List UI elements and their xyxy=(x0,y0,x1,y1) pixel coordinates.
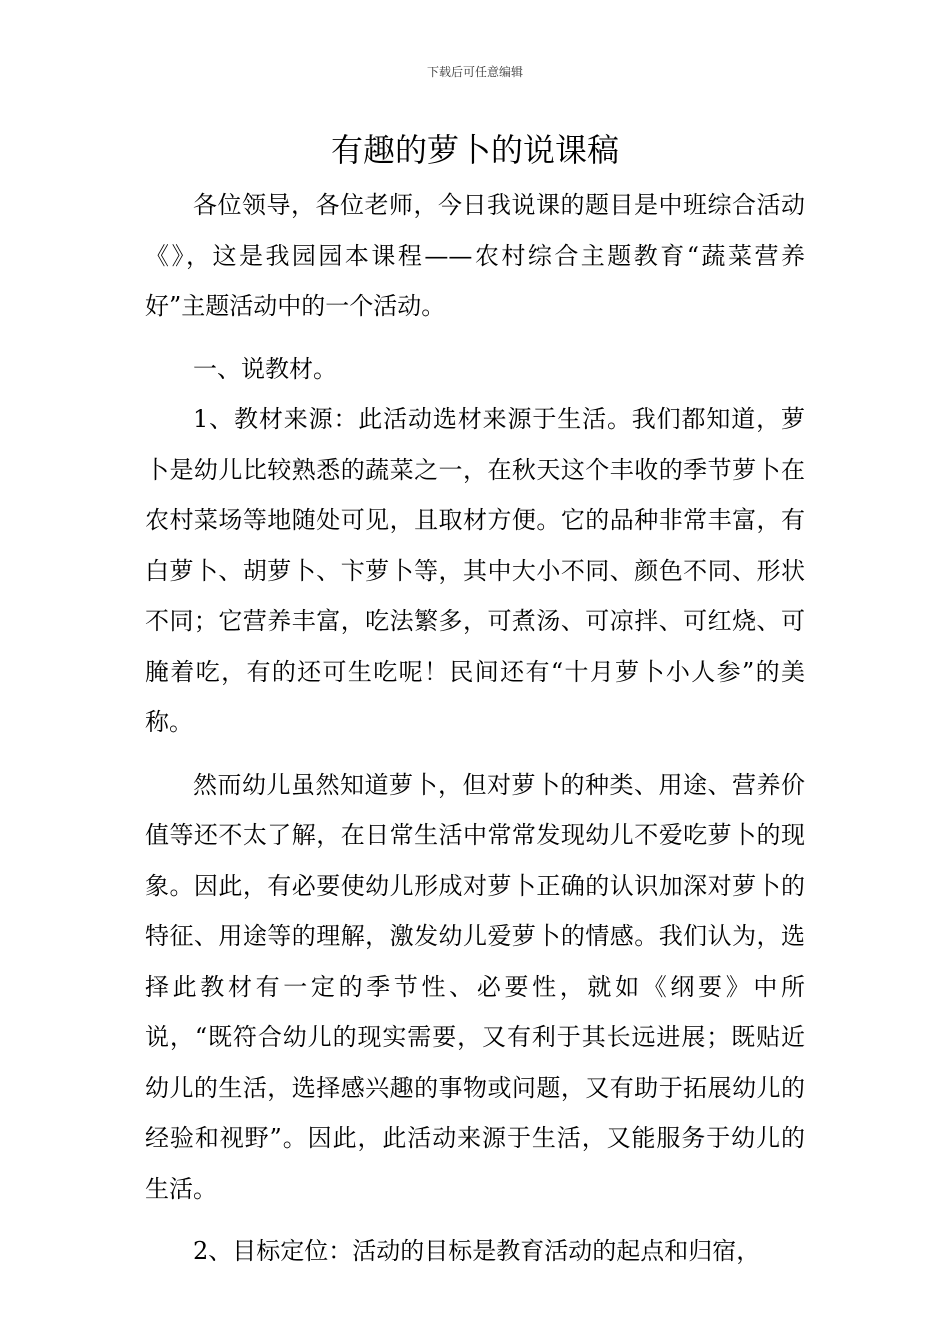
intro-paragraph: 各位领导，各位老师，今日我说课的题目是中班综合活动《》，这是我园园本课程——农村综合主题教育“蔬菜营养好”主题活动中的一个活动。 xyxy=(145,191,805,320)
document-title: 有趣的萝卜的说课稿 xyxy=(330,131,619,169)
section-heading-teaching-material: 一、说教材。 xyxy=(193,354,337,383)
document-body xyxy=(145,180,805,1277)
rationale-paragraph: 然而幼儿虽然知道萝卜，但对萝卜的种类、用途、营养价值等还不太了解，在日常生活中常常发现幼儿不爱吃萝卜的现象。因此，有必要使幼儿形成对萝卜正确的认识加深对萝卜的特征、用途等的理解，激发幼儿爱萝卜的情感。我们认为，选择此教材有一定的季节性、必要性，就如《纲要》中所说，“既符合幼儿的现实需要，又有利于其长远进展；既贴近幼儿的生活，选择感兴趣的事物或问题，又有助于拓展幼儿的经验和视野”。因此，此活动来源于生活，又能服务于幼儿的生活。 xyxy=(145,770,805,1203)
goal-positioning-paragraph: 2、目标定位：活动的目标是教育活动的起点和归宿， xyxy=(193,1237,761,1265)
material-source-paragraph: 1、教材来源：此活动选材来源于生活。我们都知道，萝卜是幼儿比较熟悉的蔬菜之一，在秋天这个丰收的季节萝卜在农村菜场等地随处可见，且取材方便。它的品种非常丰富，有白萝卜、胡萝卜、卞萝卜等，其中大小不同、颜色不同、形状不同；它营养丰富，吃法繁多，可煮汤、可凉拌、可红烧、可腌着吃，有的还可生吃呢！民间还有“十月萝卜小人参”的美称。 xyxy=(145,405,805,736)
page-header-note: 下载后可任意编辑 xyxy=(426,65,523,79)
